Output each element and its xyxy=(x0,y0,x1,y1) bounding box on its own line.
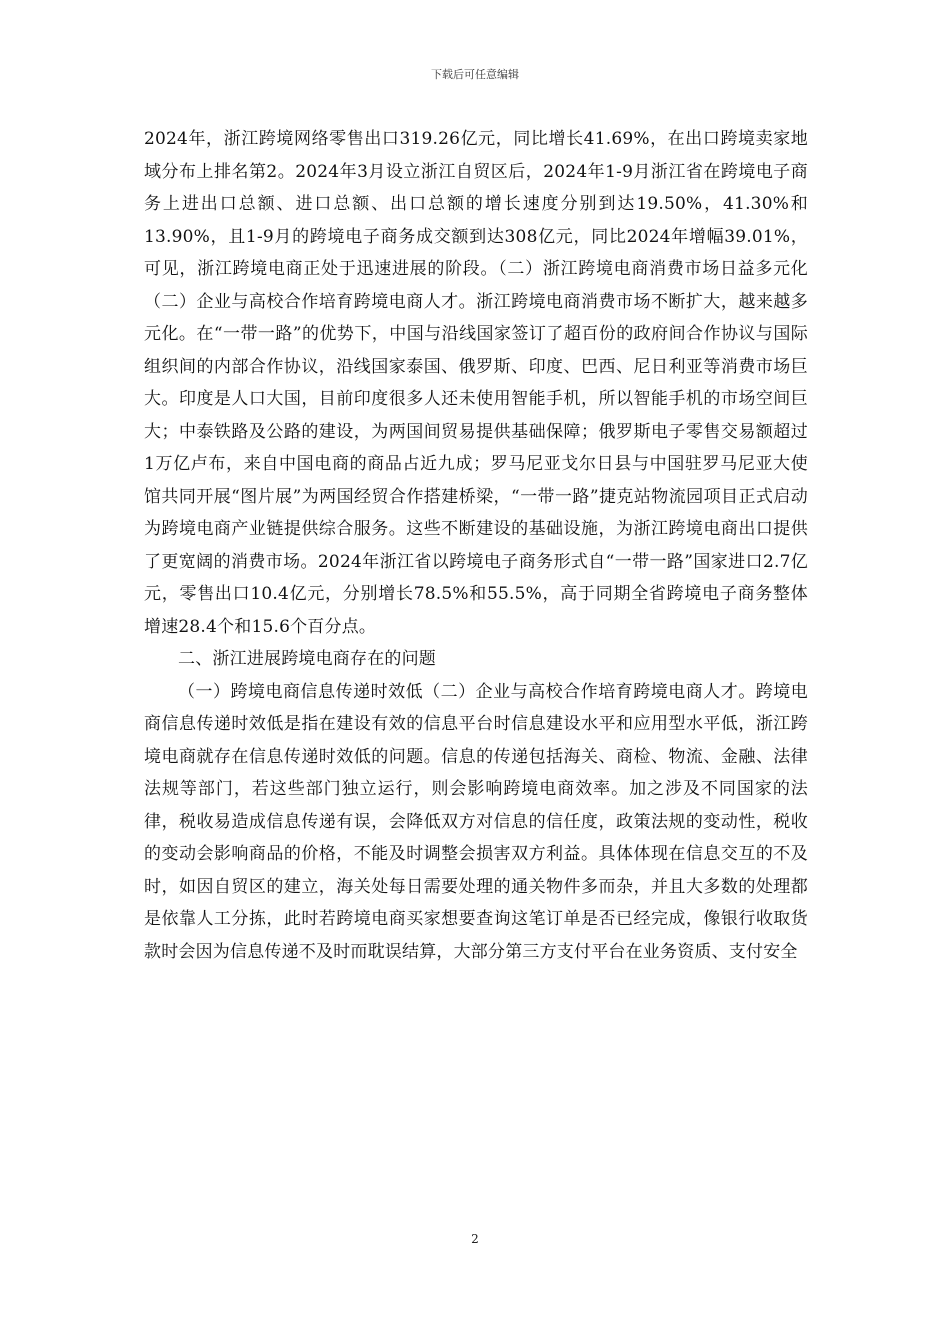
body-paragraph-2: （一）跨境电商信息传递时效低（二）企业与高校合作培育跨境电商人才。跨境电商信息传递时效低是指在建设有效的信息平台时信息建设水平和应用型水平低，浙江跨境电商就存在信息传递时效低的问题。信息的传递包括海关、商检、物流、金融、法律法规等部门，若这些部门独立运行，则会影响跨境电商效率。加之涉及不同国家的法律，税收易造成信息传递有误，会降低双方对信息的信任度，政策法规的变动性，税收的变动会影响商品的价格，不能及时调整会损害双方利益。具体体现在信息交互的不及时，如因自贸区的建立，海关处每日需要处理的通关物件多而杂，并且大多数的处理都是依靠人工分拣，此时若跨境电商买家想要查询这笔订单是否已经完成，像银行收取货款时会因为信息传递不及时而耽误结算，大部分第三方支付平台在业务资质、支付安全 xyxy=(144,681,808,962)
section-heading: 二、浙江进展跨境电商存在的问题 xyxy=(178,649,436,669)
document-body xyxy=(144,123,808,968)
body-paragraph-1: 2024年，浙江跨境网络零售出口319.26亿元，同比增长41.69%，在出口跨境卖家地域分布上排名第2。2024年3月设立浙江自贸区后，2024年1-9月浙江省在跨境电子商务上进出口总额、进口总额、出口总额的增长速度分别到达19.50%，41.30%和13.90%，且1-9月的跨境电子商务成交额到达308亿元，同比2024年增幅39.01%，可见，浙江跨境电商正处于迅速进展的阶段。（二）浙江跨境电商消费市场日益多元化（二）企业与高校合作培育跨境电商人才。浙江跨境电商消费市场不断扩大，越来越多元化。在“一带一路”的优势下，中国与沿线国家签订了超百份的政府间合作协议与国际组织间的内部合作协议，沿线国家泰国、俄罗斯、印度、巴西、尼日利亚等消费市场巨大。印度是人口大国，目前印度很多人还未使用智能手机，所以智能手机的市场空间巨大；中泰铁路及公路的建设，为两国间贸易提供基础保障；俄罗斯电子零售交易额超过1万亿卢布，来自中国电商的商品占近九成；罗马尼亚戈尔日县与中国驻罗马尼亚大使馆共同开展“图片展”为两国经贸合作搭建桥梁，“一带一路”捷克站物流园项目正式启动为跨境电商产业链提供综合服务。这些不断建设的基础设施，为浙江跨境电商出口提供了更宽阔的消费市场。2024年浙江省以跨境电子商务形式自“一带一路”国家进口2.7亿元，零售出口10.4亿元，分别增长78.5%和55.5%，高于同期全省跨境电子商务整体增速28.4个和15.6个百分点。 xyxy=(144,129,808,637)
header-note: 下载后可任意编辑 xyxy=(431,68,519,81)
page-number: 2 xyxy=(471,1232,479,1246)
